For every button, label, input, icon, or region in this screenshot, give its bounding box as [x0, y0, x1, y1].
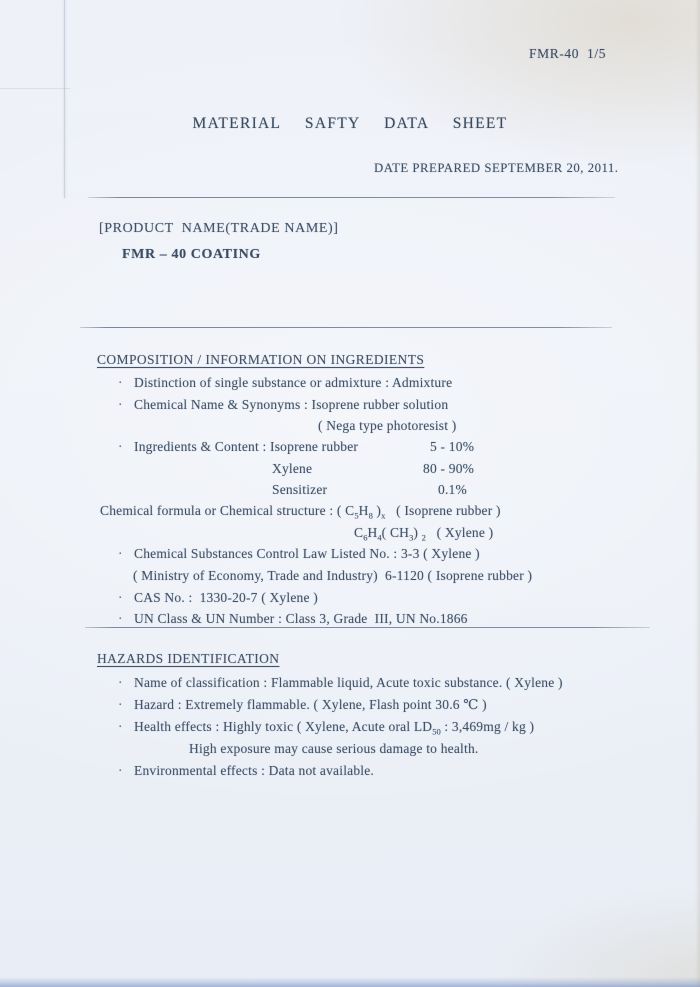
divider-line: [80, 327, 612, 328]
ld50-subscript: 50: [432, 726, 441, 737]
control-law-continuation: ( Ministry of Economy, Trade and Industry) 6-1120 ( Isoprene rubber ): [133, 568, 533, 583]
list-item-text: Distinction of single substance or admixture : Admixture: [134, 375, 453, 390]
formula-text: ): [413, 525, 422, 540]
list-item-cas-no: [118, 590, 318, 606]
bullet-icon: ·: [118, 546, 123, 561]
section-heading-composition: COMPOSITION / INFORMATION ON INGREDIENTS: [97, 352, 425, 367]
bullet-icon: ·: [118, 590, 123, 605]
bullet-icon: ·: [118, 397, 123, 412]
list-item-text: Health effects : Highly toxic ( Xylene, Acute oral LD: [134, 719, 433, 734]
bullet-icon: ·: [118, 719, 123, 734]
formula-subscript: x: [381, 510, 386, 521]
ingredient-name: Sensitizer: [272, 482, 328, 497]
chemical-name-note: ( Nega type photoresist ): [318, 418, 457, 433]
bullet-icon: ·: [118, 375, 123, 390]
divider-line: [88, 197, 615, 198]
bullet-icon: ·: [118, 697, 123, 712]
list-item-text: CAS No. : 1330-20-7 ( Xylene ): [134, 590, 318, 605]
formula-text: C: [354, 525, 364, 540]
bullet-icon: ·: [118, 439, 123, 454]
health-effects-continuation: High exposure may cause serious damage to health.: [189, 741, 479, 756]
list-item-control-law: [118, 546, 480, 562]
formula-subscript: 8: [368, 510, 373, 521]
formula-subscript: 4: [377, 532, 382, 543]
bullet-icon: ·: [118, 675, 123, 690]
formula-subscript: 3: [409, 532, 414, 543]
list-item-classification: [118, 675, 563, 691]
formula-text: ( Xylene ): [425, 525, 494, 540]
ingredient-row-xylene: [272, 461, 475, 477]
list-item-text: Name of classification : Flammable liquid, Acute toxic substance. ( Xylene ): [134, 675, 563, 690]
list-item-ingredients: [118, 439, 475, 455]
document-title: MATERIAL SAFTY DATA SHEET: [192, 115, 508, 132]
formula-text: ): [372, 503, 382, 518]
list-item-health-effects: [118, 719, 534, 737]
product-name-value: FMR – 40 COATING: [122, 247, 261, 262]
list-item-hazard: [118, 697, 487, 713]
formula-text: ( CH: [381, 525, 410, 540]
list-item-chemical-name: [118, 397, 448, 413]
ingredient-content: 5 - 10%: [430, 439, 475, 454]
formula-subscript: 5: [354, 510, 359, 521]
list-item-text: Chemical Name & Synonyms : Isoprene rubber solution: [134, 397, 449, 412]
scan-smudge: [0, 88, 70, 89]
bullet-icon: ·: [118, 763, 123, 778]
ingredient-name: Xylene: [272, 461, 313, 476]
list-item-distinction: [118, 375, 452, 391]
formula-text: Chemical formula or Chemical structure : ( C: [100, 503, 355, 518]
list-item-text: Environmental effects : Data not available.: [134, 763, 375, 778]
list-item-text: UN Class & UN Number : Class 3, Grade III, UN No.1866: [134, 611, 468, 626]
divider-line: [85, 627, 650, 628]
ingredient-row-sensitizer: [272, 482, 467, 498]
product-name-heading: [PRODUCT NAME(TRADE NAME)]: [99, 221, 339, 236]
chemical-formula-line1: [100, 503, 501, 521]
ingredient-label: Ingredients & Content : Isoprene rubber: [134, 439, 359, 454]
scan-edge-right: [695, 0, 700, 987]
chemical-formula-line2: [354, 525, 493, 543]
scan-edge-bottom: [0, 977, 700, 987]
formula-text: H: [367, 525, 378, 540]
list-item-environmental: [118, 763, 374, 779]
list-item-text: Chemical Substances Control Law Listed No. : 3-3 ( Xylene ): [134, 546, 480, 561]
section-heading-hazards: HAZARDS IDENTIFICATION: [97, 651, 280, 666]
page-reference: FMR-40 1/5: [529, 46, 607, 61]
ingredient-content: 0.1%: [438, 482, 467, 497]
paper-crease: [64, 0, 65, 198]
formula-text: ( Isoprene rubber ): [385, 503, 501, 518]
date-prepared: DATE PREPARED SEPTEMBER 20, 2011.: [374, 161, 619, 175]
list-item-un-class: [118, 611, 468, 627]
ingredient-content: 80 - 90%: [423, 461, 475, 476]
bullet-icon: ·: [118, 611, 123, 626]
list-item-text: Hazard : Extremely flammable. ( Xylene, Flash point 30.6 ℃ ): [134, 697, 487, 712]
formula-subscript: 2: [421, 532, 426, 543]
list-item-text: : 3,469mg / kg ): [440, 719, 535, 734]
formula-subscript: 6: [363, 532, 368, 543]
formula-text: H: [358, 503, 369, 518]
